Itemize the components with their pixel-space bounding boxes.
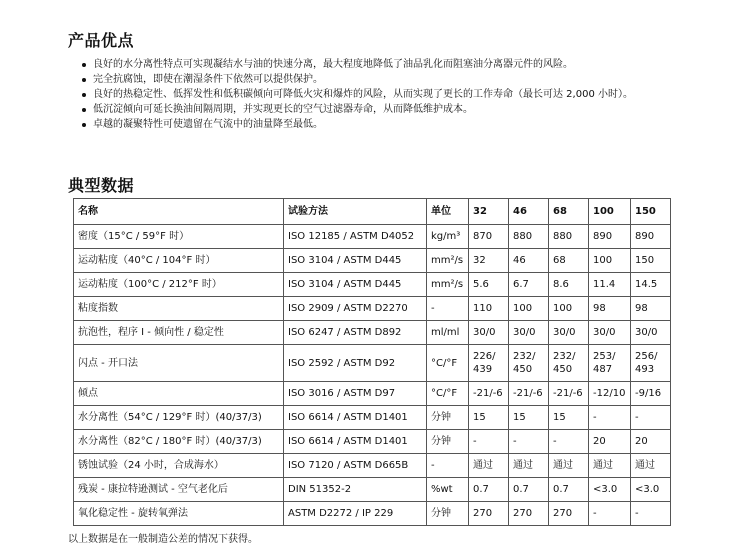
cell-name: 运动粘度（40°C / 104°F 时） bbox=[74, 249, 284, 273]
cell-grade-32: 870 bbox=[469, 225, 509, 249]
cell-grade-32: 5.6 bbox=[469, 273, 509, 297]
cell-grade-32: 0.7 bbox=[469, 478, 509, 502]
cell-grade-68: 30/0 bbox=[549, 321, 589, 345]
cell-grade-32: -21/-6 bbox=[469, 382, 509, 406]
advantages-title: 产品优点 bbox=[68, 31, 135, 50]
cell-unit: ml/ml bbox=[427, 321, 469, 345]
advantage-item: 良好的水分离性特点可实现凝结水与油的快速分离，最大程度地降低了油品乳化而阻塞油分离器元件的风险。 bbox=[82, 58, 702, 72]
header-grade-68: 68 bbox=[549, 199, 589, 225]
cell-grade-32: 226/ 439 bbox=[469, 345, 509, 382]
cell-method: ASTM D2272 / IP 229 bbox=[284, 502, 427, 526]
cell-name: 密度（15°C / 59°F 时） bbox=[74, 225, 284, 249]
cell-grade-150: -9/16 bbox=[631, 382, 671, 406]
header-grade-46: 46 bbox=[509, 199, 549, 225]
cell-grade-100: 通过 bbox=[589, 454, 631, 478]
cell-grade-100: - bbox=[589, 502, 631, 526]
cell-grade-46: 0.7 bbox=[509, 478, 549, 502]
cell-grade-68: 270 bbox=[549, 502, 589, 526]
cell-grade-150: 14.5 bbox=[631, 273, 671, 297]
table-row bbox=[74, 478, 671, 502]
cell-grade-32: 通过 bbox=[469, 454, 509, 478]
cell-grade-32: 270 bbox=[469, 502, 509, 526]
advantage-item: 卓越的凝聚特性可使遗留在气流中的油量降至最低。 bbox=[82, 118, 702, 132]
cell-name: 水分离性（82°C / 180°F 时）(40/37/3) bbox=[74, 430, 284, 454]
cell-grade-150: - bbox=[631, 406, 671, 430]
advantage-item: 良好的热稳定性、低挥发性和低积碳倾向可降低火灾和爆炸的风险，从而实现了更长的工作寿命（最长可达 2,000 小时）。 bbox=[82, 88, 702, 102]
cell-grade-46: 30/0 bbox=[509, 321, 549, 345]
cell-grade-32: 30/0 bbox=[469, 321, 509, 345]
cell-grade-46: 880 bbox=[509, 225, 549, 249]
cell-method: ISO 3016 / ASTM D97 bbox=[284, 382, 427, 406]
table-row bbox=[74, 454, 671, 478]
table-row bbox=[74, 430, 671, 454]
table-row bbox=[74, 225, 671, 249]
cell-grade-150: 20 bbox=[631, 430, 671, 454]
table-row bbox=[74, 321, 671, 345]
cell-grade-100: - bbox=[589, 406, 631, 430]
cell-grade-68: 232/ 450 bbox=[549, 345, 589, 382]
cell-grade-46: 232/ 450 bbox=[509, 345, 549, 382]
cell-unit: %wt bbox=[427, 478, 469, 502]
table-row bbox=[74, 273, 671, 297]
cell-grade-46: 15 bbox=[509, 406, 549, 430]
advantage-item: 低沉淀倾向可延长换油间隔周期，并实现更长的空气过滤器寿命，从而降低维护成本。 bbox=[82, 103, 702, 117]
cell-grade-150: 通过 bbox=[631, 454, 671, 478]
cell-name: 锈蚀试验（24 小时，合成海水） bbox=[74, 454, 284, 478]
cell-grade-100: 100 bbox=[589, 249, 631, 273]
cell-name: 残炭 - 康拉特逊测试 - 空气老化后 bbox=[74, 478, 284, 502]
cell-grade-100: 30/0 bbox=[589, 321, 631, 345]
cell-grade-150: <3.0 bbox=[631, 478, 671, 502]
cell-grade-46: - bbox=[509, 430, 549, 454]
cell-method: DIN 51352-2 bbox=[284, 478, 427, 502]
cell-name: 抗泡性，程序 I - 倾向性 / 稳定性 bbox=[74, 321, 284, 345]
cell-grade-32: - bbox=[469, 430, 509, 454]
cell-method: ISO 12185 / ASTM D4052 bbox=[284, 225, 427, 249]
table-row bbox=[74, 345, 671, 382]
cell-name: 氧化稳定性 - 旋转氧弹法 bbox=[74, 502, 284, 526]
cell-grade-150: 150 bbox=[631, 249, 671, 273]
cell-name: 水分离性（54°C / 129°F 时）(40/37/3) bbox=[74, 406, 284, 430]
header-unit: 单位 bbox=[427, 199, 469, 225]
cell-unit: 分钟 bbox=[427, 430, 469, 454]
cell-method: ISO 2592 / ASTM D92 bbox=[284, 345, 427, 382]
cell-grade-32: 32 bbox=[469, 249, 509, 273]
cell-name: 倾点 bbox=[74, 382, 284, 406]
cell-method: ISO 6614 / ASTM D1401 bbox=[284, 406, 427, 430]
cell-grade-68: -21/-6 bbox=[549, 382, 589, 406]
advantages-list bbox=[82, 58, 702, 133]
header-name: 名称 bbox=[74, 199, 284, 225]
cell-grade-68: 68 bbox=[549, 249, 589, 273]
cell-grade-100: 98 bbox=[589, 297, 631, 321]
table-row bbox=[74, 382, 671, 406]
cell-unit: mm²/s bbox=[427, 249, 469, 273]
cell-grade-68: 通过 bbox=[549, 454, 589, 478]
table-header-row bbox=[74, 199, 671, 225]
cell-grade-46: 100 bbox=[509, 297, 549, 321]
cell-grade-68: 100 bbox=[549, 297, 589, 321]
cell-unit: 分钟 bbox=[427, 406, 469, 430]
cell-grade-46: 6.7 bbox=[509, 273, 549, 297]
cell-grade-100: <3.0 bbox=[589, 478, 631, 502]
cell-grade-32: 110 bbox=[469, 297, 509, 321]
cell-grade-68: 880 bbox=[549, 225, 589, 249]
typical-data-title: 典型数据 bbox=[68, 176, 135, 195]
cell-unit: kg/m³ bbox=[427, 225, 469, 249]
cell-unit: - bbox=[427, 297, 469, 321]
table-row bbox=[74, 502, 671, 526]
cell-grade-150: 256/ 493 bbox=[631, 345, 671, 382]
cell-unit: °C/°F bbox=[427, 345, 469, 382]
header-grade-32: 32 bbox=[469, 199, 509, 225]
cell-grade-150: 890 bbox=[631, 225, 671, 249]
cell-method: ISO 2909 / ASTM D2270 bbox=[284, 297, 427, 321]
cell-unit: 分钟 bbox=[427, 502, 469, 526]
cell-grade-150: 30/0 bbox=[631, 321, 671, 345]
cell-unit: - bbox=[427, 454, 469, 478]
cell-grade-32: 15 bbox=[469, 406, 509, 430]
cell-name: 粘度指数 bbox=[74, 297, 284, 321]
cell-method: ISO 6247 / ASTM D892 bbox=[284, 321, 427, 345]
cell-grade-68: 0.7 bbox=[549, 478, 589, 502]
header-grade-150: 150 bbox=[631, 199, 671, 225]
cell-grade-46: -21/-6 bbox=[509, 382, 549, 406]
cell-method: ISO 3104 / ASTM D445 bbox=[284, 273, 427, 297]
cell-grade-68: - bbox=[549, 430, 589, 454]
cell-grade-100: -12/10 bbox=[589, 382, 631, 406]
typical-data-table bbox=[73, 198, 671, 526]
footnote: 以上数据是在一般制造公差的情况下获得。 bbox=[68, 534, 258, 545]
cell-grade-150: 98 bbox=[631, 297, 671, 321]
cell-grade-68: 15 bbox=[549, 406, 589, 430]
table-row bbox=[74, 249, 671, 273]
cell-grade-46: 通过 bbox=[509, 454, 549, 478]
header-method: 试验方法 bbox=[284, 199, 427, 225]
cell-unit: °C/°F bbox=[427, 382, 469, 406]
cell-method: ISO 3104 / ASTM D445 bbox=[284, 249, 427, 273]
table-row bbox=[74, 297, 671, 321]
cell-name: 闪点 - 开口法 bbox=[74, 345, 284, 382]
cell-unit: mm²/s bbox=[427, 273, 469, 297]
cell-grade-46: 46 bbox=[509, 249, 549, 273]
cell-name: 运动粘度（100°C / 212°F 时） bbox=[74, 273, 284, 297]
header-grade-100: 100 bbox=[589, 199, 631, 225]
cell-grade-100: 253/ 487 bbox=[589, 345, 631, 382]
cell-method: ISO 6614 / ASTM D1401 bbox=[284, 430, 427, 454]
advantage-item: 完全抗腐蚀，即使在潮湿条件下依然可以提供保护。 bbox=[82, 73, 702, 87]
cell-grade-68: 8.6 bbox=[549, 273, 589, 297]
cell-grade-100: 20 bbox=[589, 430, 631, 454]
table-row bbox=[74, 406, 671, 430]
cell-grade-100: 11.4 bbox=[589, 273, 631, 297]
cell-method: ISO 7120 / ASTM D665B bbox=[284, 454, 427, 478]
cell-grade-46: 270 bbox=[509, 502, 549, 526]
cell-grade-100: 890 bbox=[589, 225, 631, 249]
cell-grade-150: - bbox=[631, 502, 671, 526]
